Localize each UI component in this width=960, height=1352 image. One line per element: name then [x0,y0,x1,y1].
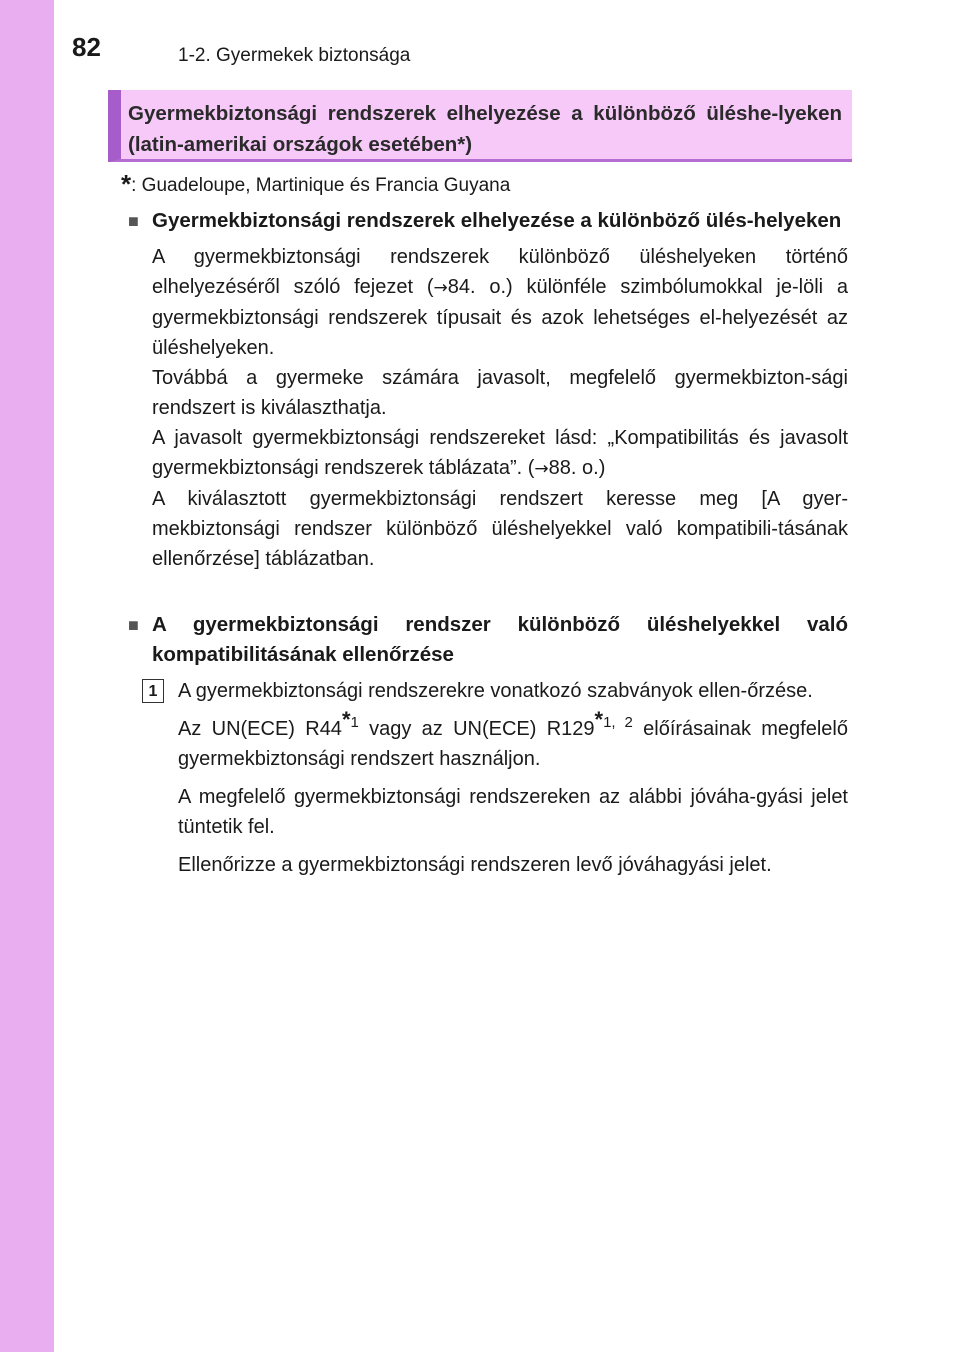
page-number: 82 [72,32,101,62]
footnote-ref [341,707,359,733]
subsection-heading [128,206,848,236]
paragraph-text: Az UN(ECE) R44 [178,718,342,740]
step-paragraph [178,707,848,774]
footnote-ref-number: 1, 2 [603,714,633,732]
subsection-heading [128,610,848,670]
footnote-marker: * [121,169,132,199]
square-bullet-icon: ■ [128,211,139,231]
arrow-right-icon: → [534,459,549,479]
paragraph-text: 88. o.) [548,457,606,479]
footnote-ref-number: 1 [350,714,359,732]
square-bullet-icon: ■ [128,615,139,635]
step-paragraph: Ellenőrizze a gyermekbiztonsági rendszeren levő jóváhagyási jelet. [178,854,772,876]
footnote [121,169,510,201]
paragraph-text: 84. o.) különféle szimbólumokkal je-löli a gyermekbiztonsági rendszerek típusait és azok lehetséges el-helyezését az üléshelyeken. [152,276,848,359]
paragraph-text: A gyermekbiztonsági rendszerek különböző üléshelyeken történő elhelyezéséről szóló fejezet ( [152,246,848,298]
paragraph-text: előírásainak megfelelő gyermekbiztonsági rendszert használjon. [178,718,848,770]
step-number-badge: 1 [142,679,164,703]
step-body [178,676,848,888]
body-paragraph: Továbbá a gyermeke számára javasolt, megfelelő gyermekbizton-sági rendszert is kiválaszthatja. [152,367,848,419]
subsection-compatibility [128,610,848,888]
footnote-text: : Guadeloupe, Martinique és Francia Guyana [131,175,511,196]
arrow-right-icon: → [433,278,448,298]
footnote-star: * [594,707,604,733]
step-1 [142,676,848,888]
paragraph-text: vagy az UN(ECE) R129 [358,718,595,740]
subsection-heading-text: Gyermekbiztonsági rendszerek elhelyezése a különböző ülés-helyeken [152,209,842,232]
subsection-heading-text: A gyermekbiztonsági rendszer különböző üléshelyekkel való kompatibilitásának ellenőrzése [152,613,848,666]
subsection-placement [128,206,848,574]
body-paragraph: A kiválasztott gyermekbiztonsági rendszert keresse meg [A gyer-mekbiztonsági rendszer különböző üléshelyekkel való kompatibili-tásának ellenőrzése] táblázatban. [152,488,848,570]
step-paragraph: A gyermekbiztonsági rendszerekre vonatkozó szabványok ellen-őrzése. [178,680,813,702]
section-title-box [108,90,852,162]
body-paragraph [152,423,848,484]
body-paragraph [152,242,848,363]
step-paragraph: A megfelelő gyermekbiztonsági rendszereken az alábbi jóváha-gyási jelet tüntetik fel. [178,786,848,838]
footnote-star: * [341,707,351,733]
paragraph-text: A javasolt gyermekbiztonsági rendszereket lásd: „Kompatibilitás és javasolt gyermekbiztonsági rendszerek táblázata”. ( [152,427,848,479]
section-title: Gyermekbiztonsági rendszerek elhelyezése a különböző üléshe-lyeken (latin-amerikai országok esetében*) [128,102,842,156]
running-head: 1-2. Gyermekek biztonsága [178,45,411,66]
side-color-bar [0,0,54,1352]
footnote-ref [594,707,633,733]
